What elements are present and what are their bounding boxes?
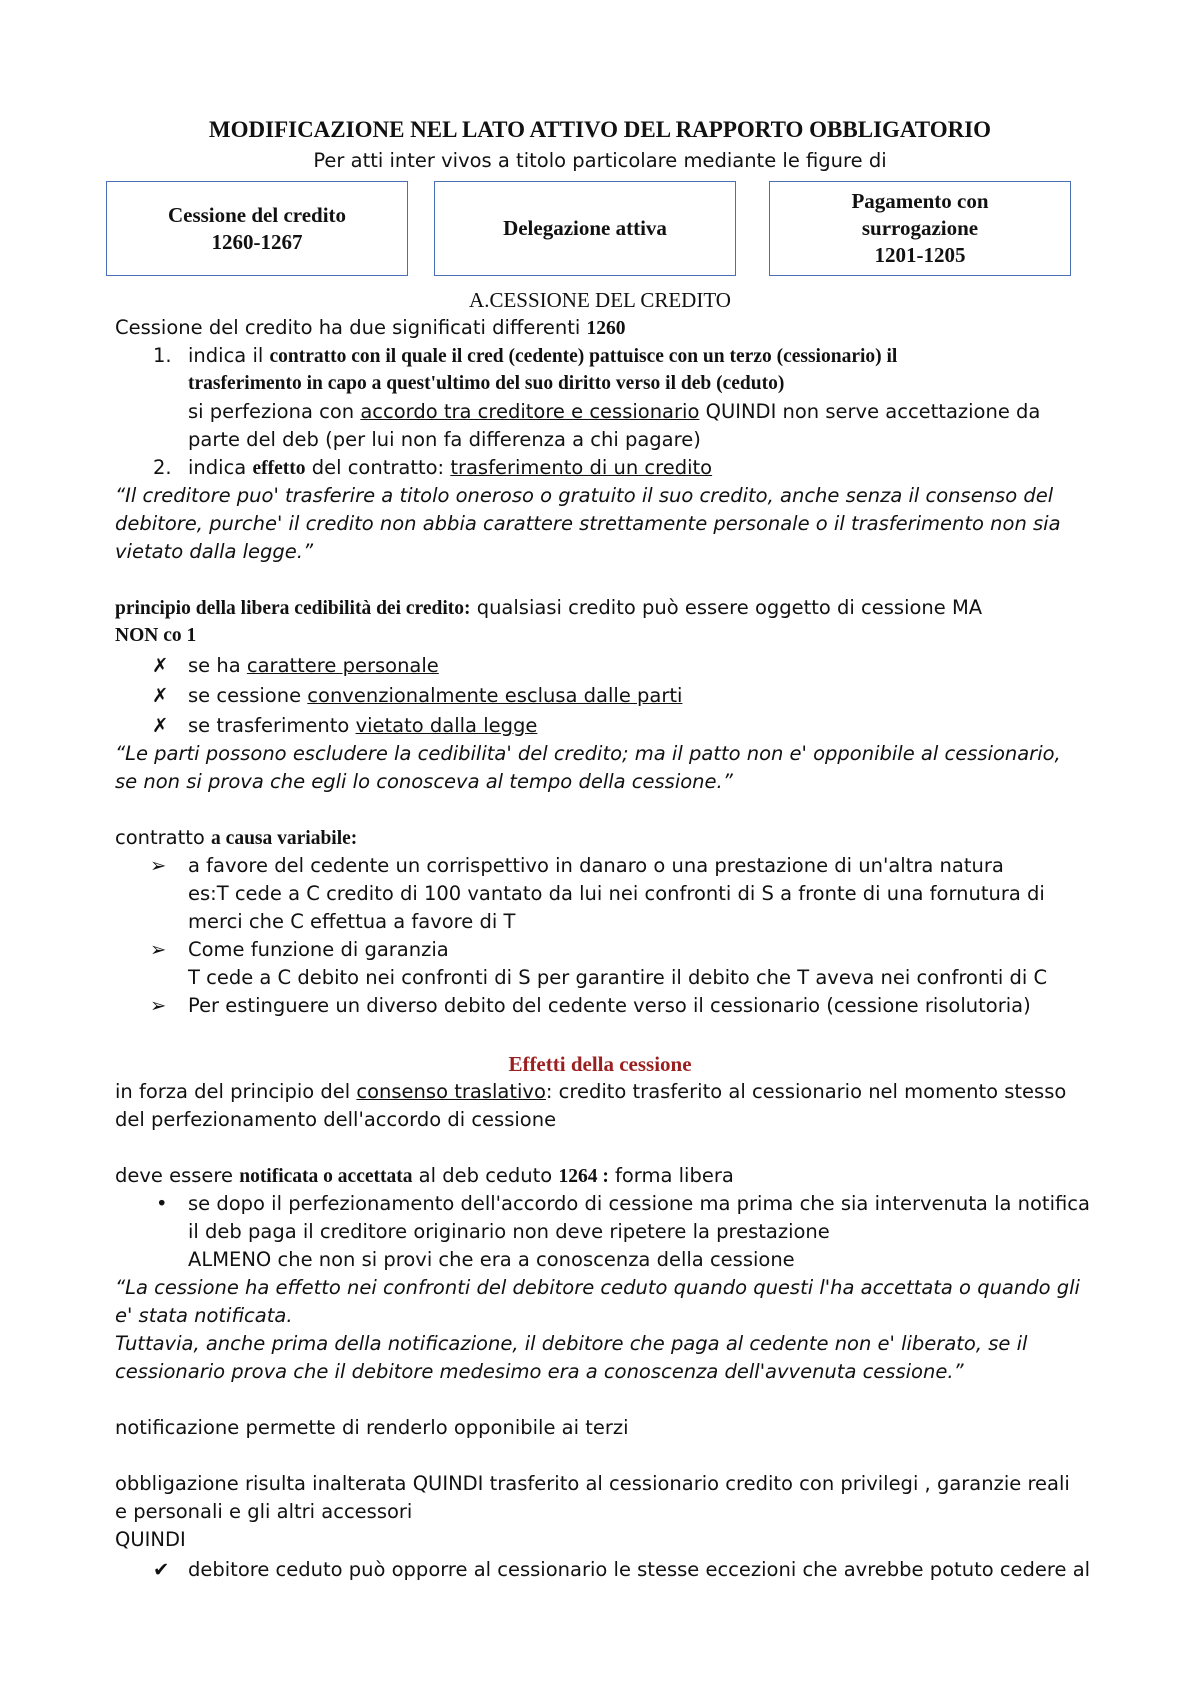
text-span: indica: [188, 456, 253, 479]
cross-icon: ✗: [152, 684, 169, 707]
bold-text: effetto: [252, 458, 306, 479]
paragraph-consenso-line2: del perfezionamento dell'accordo di cessione: [115, 1108, 557, 1131]
list-item-line: es:T cede a C credito di 100 vantato da lui nei confronti di S a fronte di una fornutura di: [188, 882, 1045, 905]
paragraph-principio-line2: [115, 622, 196, 650]
figure-box-line: surrogazione: [861, 216, 979, 240]
underlined-text: convenzionalmente esclusa dalle parti: [307, 684, 683, 707]
arrow-bullet-icon: ➢: [150, 854, 167, 877]
quote-line: e' stata notificata.: [115, 1304, 293, 1327]
paragraph-inalterata-line2: e personali e gli altri accessori: [115, 1500, 413, 1523]
quote-line: se non si prova che egli lo conosceva al tempo della cessione.”: [115, 770, 733, 793]
paragraph-inalterata: obbligazione risulta inalterata QUINDI trasferito al cessionario credito con privilegi , garanzie reali: [115, 1472, 1070, 1495]
section-heading-effetti: Effetti della cessione: [508, 1052, 692, 1076]
list-item-line: a favore del cedente un corrispettivo in danaro o una prestazione di un'altra natura: [188, 854, 1004, 877]
bold-text: a causa variabile:: [211, 828, 358, 849]
list-item-line: se dopo il perfezionamento dell'accordo di cessione ma prima che sia intervenuta la notifica: [188, 1192, 1090, 1215]
quote-line: vietato dalla legge.”: [115, 540, 314, 563]
list-item: [188, 682, 682, 710]
check-icon: ✔: [153, 1558, 170, 1581]
arrow-bullet-icon: ➢: [150, 938, 167, 961]
bold-text: notificata o accettata: [239, 1166, 413, 1187]
underlined-text: carattere personale: [246, 654, 439, 677]
text-span: del contratto:: [305, 456, 451, 479]
text-span: : credito trasferito al cessionario nel momento stesso: [545, 1080, 1067, 1103]
text-span: contratto: [115, 826, 212, 849]
cross-icon: ✗: [152, 714, 169, 737]
section-heading-cessione: A.CESSIONE DEL CREDITO: [469, 288, 731, 312]
text-span: si perfeziona con: [188, 400, 361, 423]
page-subtitle: Per atti inter vivos a titolo particolare mediante le figure di: [313, 149, 887, 172]
article-ref: 1264 :: [558, 1166, 609, 1187]
list-item-line: Come funzione di garanzia: [188, 938, 449, 961]
list-item-1-line: [188, 398, 1040, 426]
quote-line: cessionario prova che il debitore medesimo era a conoscenza dell'avvenuta cessione.”: [115, 1360, 964, 1383]
text-span: indica il: [188, 344, 270, 367]
list-item: [188, 712, 537, 740]
figure-box-line: 1260-1267: [211, 229, 303, 254]
text-span: se cessione: [188, 684, 308, 707]
underlined-text: consenso traslativo: [356, 1080, 546, 1103]
bullet-dot-icon: •: [156, 1192, 168, 1215]
cross-icon: ✗: [152, 654, 169, 677]
quote-line: “La cessione ha effetto nei confronti del debitore ceduto quando questi l'ha accettata o quando gli: [115, 1276, 1080, 1299]
bold-text: principio della libera cedibilità dei credito:: [115, 598, 471, 619]
list-item-line: il deb paga il creditore originario non deve ripetere la prestazione: [188, 1220, 830, 1243]
figure-box-line: Pagamento con: [851, 189, 989, 213]
bold-text: NON co 1: [115, 625, 197, 646]
quote-line: Tuttavia, anche prima della notificazione, il debitore che paga al cedente non e' liberato, se il: [115, 1332, 1028, 1355]
paragraph-opponibile: notificazione permette di renderlo opponibile ai terzi: [115, 1416, 629, 1439]
list-item-1-line: [188, 342, 897, 371]
paragraph-consenso: [115, 1078, 1066, 1106]
figure-box-pagamento: [769, 181, 1071, 276]
quote-line: “Le parti possono escludere la cedibilita' del credito; ma il patto non e' opponibile al cessionario,: [115, 742, 1061, 765]
quote-line: “Il creditore puo' trasferire a titolo oneroso o gratuito il suo credito, anche senza il consenso del: [115, 484, 1054, 507]
paragraph-intro: [115, 314, 626, 343]
list-number: 1.: [153, 344, 172, 367]
text-span: forma libera: [608, 1164, 734, 1187]
article-ref: 1260: [586, 318, 626, 339]
underlined-text: vietato dalla legge: [355, 714, 538, 737]
text-span: se trasferimento: [188, 714, 356, 737]
paragraph-notifica: [115, 1162, 734, 1191]
list-item-line: merci che C effettua a favore di T: [188, 910, 516, 933]
list-item-2-line: [188, 454, 712, 483]
text-span: QUINDI non serve accettazione da: [699, 400, 1041, 423]
paragraph-principio: [115, 594, 982, 623]
text-span: qualsiasi credito può essere oggetto di cessione MA: [470, 596, 983, 619]
paragraph-quindi: QUINDI: [115, 1528, 186, 1551]
quote-line: debitore, purche' il credito non abbia carattere strettamente personale o il trasferimento non sia: [115, 512, 1061, 535]
figure-box-line: Cessione del credito: [167, 202, 347, 227]
list-item-line: Per estinguere un diverso debito del cedente verso il cessionario (cessione risolutoria): [188, 994, 1031, 1017]
text-span: in forza del principio del: [115, 1080, 357, 1103]
underlined-text: accordo tra creditore e cessionario: [360, 400, 700, 423]
figure-box-line: 1201-1205: [874, 243, 966, 267]
list-item-1-line: parte del deb (per lui non fa differenza a chi pagare): [188, 428, 701, 451]
figure-box-cessione: [106, 181, 408, 276]
figure-box-line: Delegazione attiva: [503, 216, 667, 240]
text-span: al deb ceduto: [412, 1164, 559, 1187]
text-span: se ha: [188, 654, 247, 677]
text-span: Cessione del credito ha due significati differenti: [115, 316, 587, 339]
figure-box-delegazione: [434, 181, 736, 276]
list-item-line: debitore ceduto può opporre al cessionario le stesse eccezioni che avrebbe potuto cedere al: [188, 1558, 1091, 1581]
list-item-line: T cede a C debito nei confronti di S per garantire il debito che T aveva nei confronti di C: [188, 966, 1048, 989]
underlined-text: trasferimento di un credito: [450, 456, 713, 479]
list-item-line: ALMENO che non si provi che era a conoscenza della cessione: [188, 1248, 795, 1271]
page-title: MODIFICAZIONE NEL LATO ATTIVO DEL RAPPORTO OBBLIGATORIO: [208, 117, 992, 142]
bold-text: contratto con il quale il cred (cedente) pattuisce con un terzo (cessionario) il: [269, 346, 898, 367]
list-item: [188, 652, 439, 680]
list-number: 2.: [153, 456, 172, 479]
text-span: deve essere: [115, 1164, 240, 1187]
arrow-bullet-icon: ➢: [150, 994, 167, 1017]
paragraph-causa: [115, 824, 357, 853]
list-item-1-line: trasferimento in capo a quest'ultimo del suo diritto verso il deb (ceduto): [188, 373, 785, 394]
